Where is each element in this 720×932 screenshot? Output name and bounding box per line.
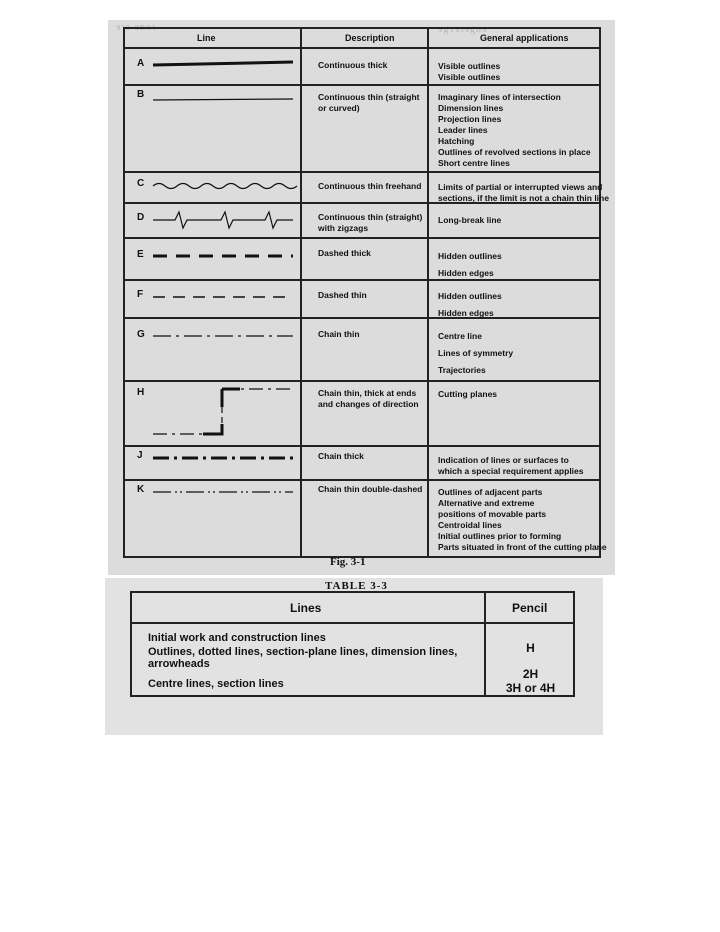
header-lines: Lines [290, 601, 322, 615]
column-divider [300, 29, 302, 556]
line-types-table [123, 27, 609, 558]
application-item: Hatching [438, 136, 475, 146]
figure-caption: Fig. 3-1 [330, 556, 366, 568]
row-applications-h [438, 389, 603, 400]
application-item: Hidden edges [438, 308, 494, 318]
row-description-e: Dashed thick [318, 248, 371, 258]
header-description: Description [345, 33, 395, 43]
application-item: sections, if the limit is not a chain thin line [438, 193, 609, 203]
application-item: Hidden outlines [438, 251, 502, 261]
row-description-j: Chain thick [318, 451, 364, 461]
application-item: which a special requirement applies [438, 466, 584, 476]
application-item: Imaginary lines of intersection [438, 92, 561, 102]
application-item: Projection lines [438, 114, 502, 124]
row-applications-k [438, 487, 607, 553]
row-label-h: H [137, 387, 145, 398]
row-label-a: A [137, 58, 145, 69]
table-row-lines: Initial work and construction lines [148, 632, 326, 644]
application-item: Limits of partial or interrupted views and [438, 182, 603, 192]
application-item: Outlines of revolved sections in place [438, 147, 591, 157]
application-item: Centre line [438, 331, 482, 341]
row-applications-d [438, 215, 603, 226]
application-item: Visible outlines [438, 61, 501, 71]
row-description-d: Continuous thin (straight) with zigzags [318, 212, 423, 233]
row-applications-a [438, 61, 603, 83]
application-item: positions of movable parts [438, 509, 547, 519]
row-description-b: Continuous thin (straight or curved) [318, 92, 420, 113]
application-item: Indication of lines or surfaces to [438, 455, 569, 465]
pencil-grades-table [130, 591, 575, 697]
sample-line-h-corner-top [222, 389, 240, 407]
row-label-g: G [137, 329, 145, 340]
application-item: Leader lines [438, 125, 488, 135]
application-item: Visible outlines [438, 72, 501, 82]
row-label-j: J [137, 450, 143, 461]
row-label-c: C [137, 178, 145, 189]
application-item: Outlines of adjacent parts [438, 487, 543, 497]
row-label-f: F [137, 289, 144, 300]
row-applications-f [438, 291, 603, 319]
sample-line-b [153, 99, 293, 100]
table-row-pencil: 2H [522, 667, 539, 681]
row-label-b: B [137, 89, 145, 100]
application-item: Long-break line [438, 215, 502, 225]
row-applications-j [438, 455, 603, 477]
row-applications-g [438, 331, 603, 376]
row-description-k: Chain thin double-dashed [318, 484, 423, 494]
sample-line-h-corner-bottom [203, 424, 222, 434]
table-row-pencil: 3H or 4H [505, 681, 556, 695]
scanned-figure-page [108, 20, 615, 575]
table-title: TABLE 3-3 [325, 580, 388, 592]
column-divider [427, 29, 429, 556]
application-item: Alternative and extreme [438, 498, 535, 508]
row-description-f: Dashed thin [318, 290, 367, 300]
header-applications: General applications [480, 33, 569, 43]
row-description-c: Continuous thin freehand [318, 181, 422, 191]
table-row-pencil: H [526, 641, 535, 655]
bleed-through-text: ɘɿɘ ɘnoɿ [116, 22, 157, 33]
header-pencil: Pencil [512, 601, 548, 615]
bleed-through-text: ɘgʏsɿɘgnɘ [438, 24, 488, 35]
sample-line-c [153, 184, 297, 189]
table-row-lines: Outlines, dotted lines, section-plane lines, dimension lines, arrowheads [148, 646, 458, 670]
application-item: Short centre lines [438, 158, 510, 168]
header-line: Line [197, 33, 216, 43]
scanned-table-page [105, 578, 603, 735]
application-item: Parts situated in front of the cutting plane [438, 542, 607, 552]
application-item: Cutting planes [438, 389, 498, 399]
application-item: Lines of symmetry [438, 348, 514, 358]
table-row-lines: Centre lines, section lines [148, 678, 284, 690]
row-applications-e [438, 251, 603, 279]
row-description-g: Chain thin [318, 329, 360, 339]
row-applications-b [438, 92, 603, 169]
application-item: Hidden outlines [438, 291, 502, 301]
sample-line-a [153, 62, 293, 65]
row-label-d: D [137, 212, 145, 223]
sample-line-d [153, 212, 293, 228]
application-item: Dimension lines [438, 103, 504, 113]
row-description-a: Continuous thick [318, 60, 388, 70]
row-applications-c [438, 182, 609, 204]
row-description-h: Chain thin, thick at ends and changes of direction [318, 388, 419, 409]
line-samples [125, 29, 300, 560]
application-item: Trajectories [438, 365, 486, 375]
application-item: Initial outlines prior to forming [438, 531, 562, 541]
header-divider [132, 622, 573, 624]
application-item: Centroidal lines [438, 520, 502, 530]
application-item: Hidden edges [438, 268, 494, 278]
row-label-e: E [137, 249, 144, 260]
row-label-k: K [137, 484, 145, 495]
